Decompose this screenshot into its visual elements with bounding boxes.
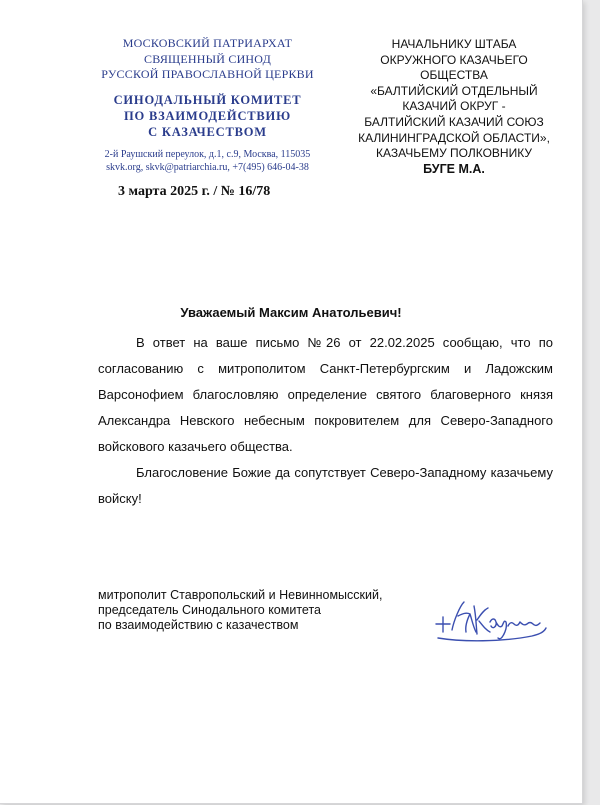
- org-line: МОСКОВСКИЙ ПАТРИАРХАТ: [122, 36, 293, 50]
- recipient-line: НАЧАЛЬНИКУ ШТАБА: [391, 37, 517, 51]
- handwritten-signature: [432, 592, 552, 650]
- committee-line: СИНОДАЛЬНЫЙ КОМИТЕТ: [113, 92, 302, 107]
- signatory-line: председатель Синодального комитета: [98, 603, 321, 617]
- signatory-line: митрополит Ставропольский и Невинномысский,: [98, 588, 383, 602]
- salutation: Уважаемый Максим Анатольевич!: [180, 305, 402, 320]
- recipient-line: КАЗАЧИЙ ОКРУГ -: [402, 99, 506, 114]
- signature-stroke: [490, 619, 506, 639]
- letterhead-organization: [95, 36, 320, 83]
- recipient-line: БАЛТИЙСКИЙ КАЗАЧИЙ СОЮЗ: [364, 114, 544, 129]
- letterhead-address: 2-й Раушский переулок, д.1, с.9, Москва, 115035: [104, 148, 311, 160]
- signatory-line: по взаимодействию с казачеством: [98, 618, 299, 632]
- letterhead-web-contacts: skvk.org, skvk@patriarchia.ru, +7(495) 646-04-38: [106, 161, 309, 173]
- committee-line: ПО ВЗАИМОДЕЙСТВИЮ: [124, 108, 291, 123]
- signature-stroke: [452, 602, 476, 632]
- signature-stroke: [508, 622, 540, 626]
- body-paragraph: Благословение Божие да сопутствует Северо-Западному казачьему войску!: [98, 465, 553, 506]
- org-line: СВЯЩЕННЫЙ СИНОД: [144, 51, 271, 66]
- recipient-line: КАЗАЧЬЕМУ ПОЛКОВНИКУ: [376, 146, 532, 161]
- org-line: РУССКОЙ ПРАВОСЛАВНОЙ ЦЕРКВИ: [101, 67, 314, 81]
- body-paragraph: В ответ на ваше письмо №26 от 22.02.2025 сообщаю, что по согласованию с митрополитом Санкт-Петербургским и Ладожским Варсонофием благословляю определение святого благоверного князя Александра Невского небесным покровителем для Северо-Западного войскового казачьего общества.: [98, 335, 553, 454]
- date-and-number: 3 марта 2025 г. / № 16/78: [118, 184, 271, 199]
- letterhead-committee: [95, 92, 320, 140]
- signature-stroke: [474, 606, 490, 634]
- letterhead-contacts: [95, 148, 320, 174]
- letterhead: [95, 36, 320, 174]
- recipient-line: «БАЛТИЙСКИЙ ОТДЕЛЬНЫЙ: [370, 83, 538, 98]
- committee-line: С КАЗАЧЕСТВОМ: [148, 124, 267, 139]
- recipient-line: КАЛИНИНГРАДСКОЙ ОБЛАСТИ»,: [358, 130, 550, 145]
- signature-cross: [436, 617, 450, 632]
- signatory-title: [98, 588, 418, 633]
- recipient-block: [345, 37, 563, 177]
- recipient-name: БУГЕ М.А.: [423, 161, 485, 176]
- recipient-line: ОКРУЖНОГО КАЗАЧЬЕГО ОБЩЕСТВА: [380, 52, 528, 83]
- signature-flourish: [438, 628, 546, 641]
- letter-body: [98, 330, 553, 512]
